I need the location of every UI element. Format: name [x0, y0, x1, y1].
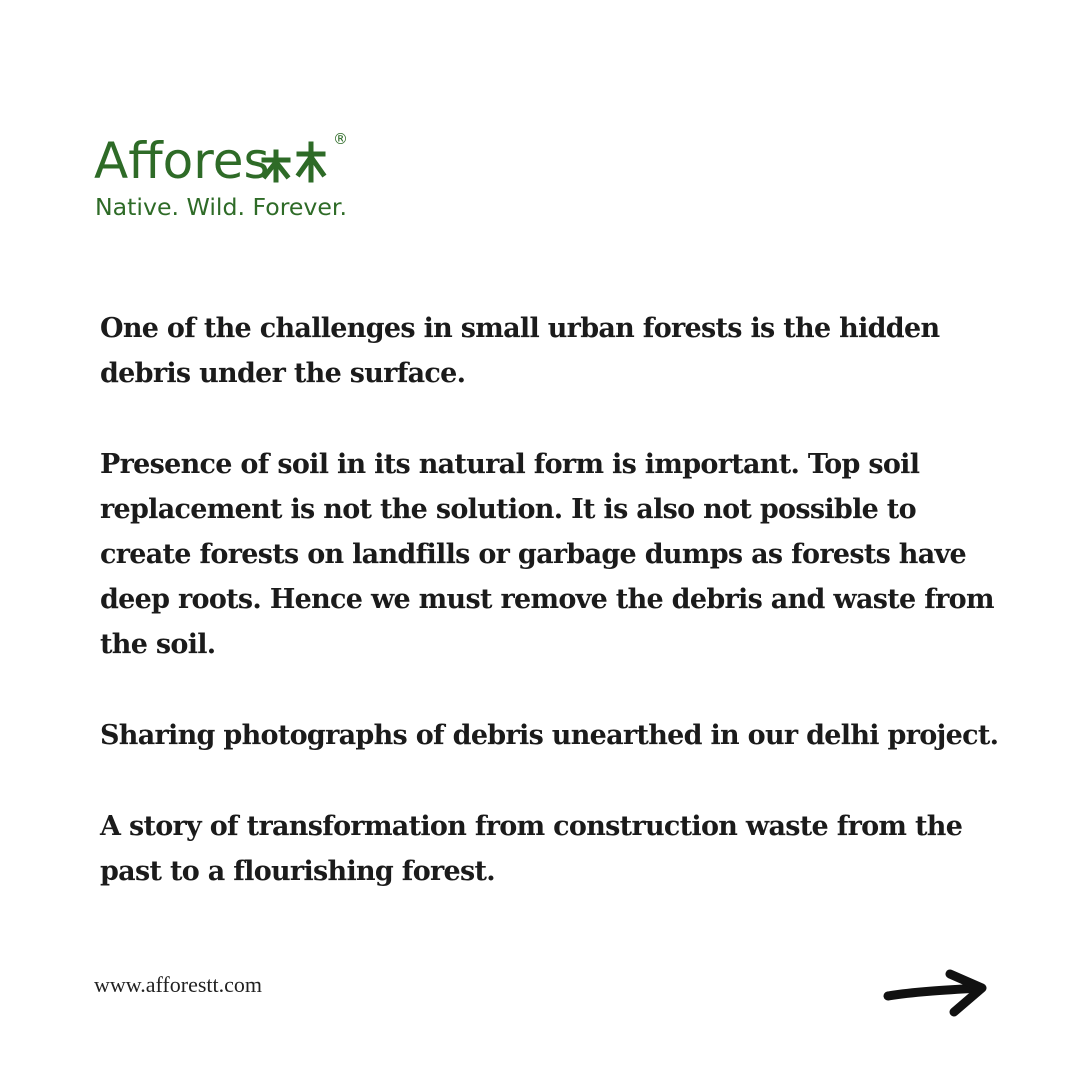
registered-mark: ®	[333, 130, 348, 148]
afforestt-logo-graphic	[94, 130, 364, 222]
paragraph-intro: One of the challenges in small urban forests is the hidden debris under the surface.	[100, 313, 940, 389]
brand-name-text: Affores	[94, 132, 270, 190]
paragraph-story: A story of transformation from construction waste from the past to a flourishing forest.	[100, 811, 963, 887]
brand-logo	[94, 130, 364, 222]
paragraph-soil: Presence of soil in its natural form is important. Top soil replacement is not the solution. It is also not possible to create forests on landfills or garbage dumps as forests have deep roots. Hence we must remove the debris and waste from the soil.	[100, 449, 994, 660]
brand-tagline: Native. Wild. Forever.	[95, 195, 347, 221]
double-tree-icon	[264, 144, 323, 180]
paragraph-photos: Sharing photographs of debris unearthed in our delhi project.	[100, 720, 999, 751]
website-url[interactable]: www.afforestt.com	[94, 972, 263, 997]
arrow-right-icon[interactable]	[882, 968, 992, 1022]
post-body	[100, 306, 1000, 894]
